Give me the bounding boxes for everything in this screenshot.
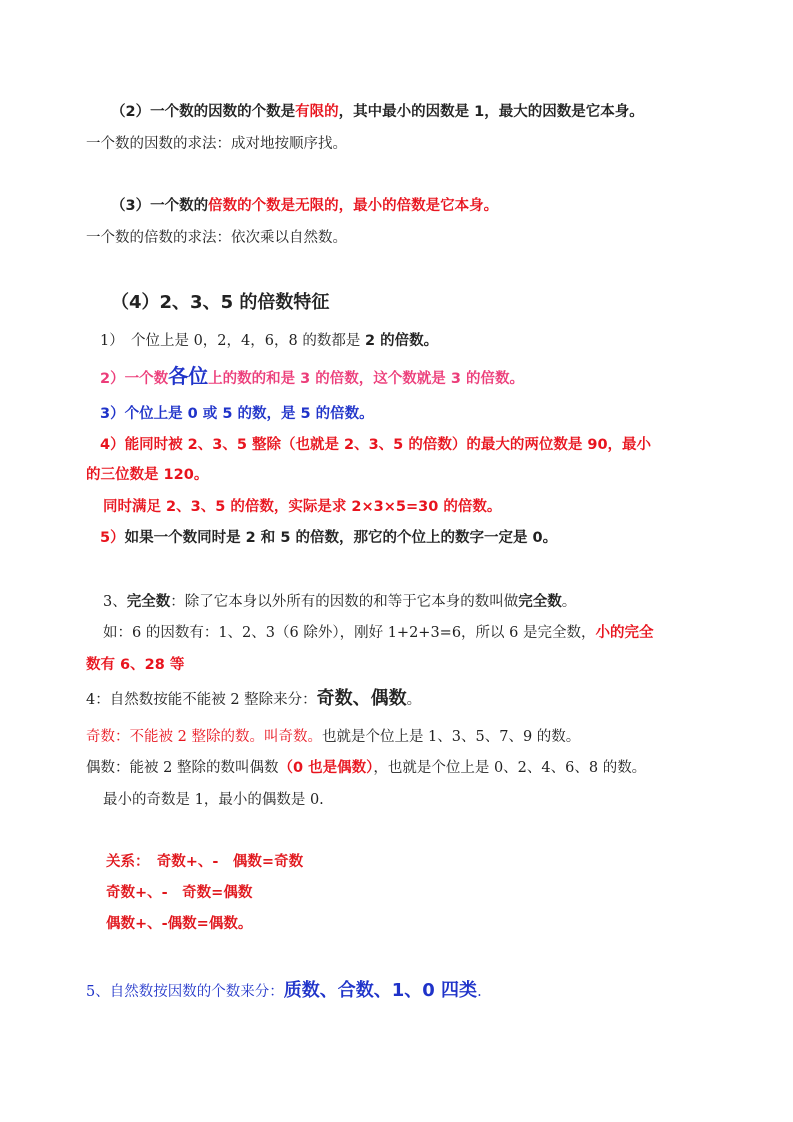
parity-relation-2: 奇数+、- 奇数=偶数	[106, 885, 253, 901]
section-heading-multiples-2-3-5: （4）2、3、5 的倍数特征	[111, 292, 330, 313]
parity-relation-1: 关系： 奇数+、- 偶数=奇数	[106, 854, 304, 870]
rule-common-multiple-line2: 的三位数是 120。	[86, 467, 209, 483]
perfect-number-example: 如：6 的因数有：1、2、3（6 除外），刚好 1+2+3=6，所以 6 是完全数，小的完全	[103, 625, 654, 641]
factor-count-classification: 5、自然数按因数的个数来分：质数、合数、1、0 四类.	[86, 980, 482, 1001]
factor-method-note: 一个数的因数的求法：成对地按顺序找。	[86, 136, 347, 152]
even-number-definition: 偶数：能被 2 整除的数叫偶数（0 也是偶数），也就是个位上是 0、2、4、6、8 的数。	[86, 760, 647, 776]
multiple-method-note: 一个数的倍数的求法：依次乘以自然数。	[86, 230, 347, 246]
paragraph-factor-count: （2）一个数的因数的个数是有限的，其中最小的因数是 1，最大的因数是它本身。	[111, 104, 644, 120]
highlight-infinite: 倍数的个数是无限的，最小的倍数是它本身。	[208, 198, 499, 214]
rule-multiple-of-5: 3）个位上是 0 或 5 的数，是 5 的倍数。	[100, 406, 374, 422]
rule-ones-digit-zero: 5）如果一个数同时是 2 和 5 的倍数，那它的个位上的数字一定是 0。	[100, 530, 558, 546]
emphasis-each-digit: 各位	[168, 364, 209, 388]
rule-multiple-of-2: 1） 个位上是 0，2，4，6，8 的数都是 2 的倍数。	[100, 333, 439, 349]
rule-multiple-of-3: 2）一个数各位上的数的和是 3 的倍数，这个数就是 3 的倍数。	[100, 364, 524, 388]
rule-common-multiple-line1: 4）能同时被 2、3、5 整除（也就是 2、3、5 的倍数）的最大的两位数是 90，最小	[100, 437, 652, 453]
rule-common-multiple-note: 同时满足 2、3、5 的倍数，实际是求 2×3×5=30 的倍数。	[103, 499, 502, 515]
smallest-odd-even: 最小的奇数是 1，最小的偶数是 0.	[103, 792, 324, 808]
perfect-number-example-line2: 数有 6、28 等	[86, 657, 185, 673]
paragraph-multiple-count: （3）一个数的倍数的个数是无限的，最小的倍数是它本身。	[111, 198, 499, 214]
odd-number-definition: 奇数：不能被 2 整除的数。叫奇数。也就是个位上是 1、3、5、7、9 的数。	[86, 729, 581, 745]
highlight-finite: 有限的	[295, 104, 339, 120]
parity-relation-3: 偶数+、-偶数=偶数。	[106, 916, 253, 932]
odd-even-classification: 4：自然数按能不能被 2 整除来分：奇数、偶数。	[86, 688, 422, 709]
perfect-number-definition: 3、完全数：除了它本身以外所有的因数的和等于它本身的数叫做完全数。	[103, 594, 577, 610]
